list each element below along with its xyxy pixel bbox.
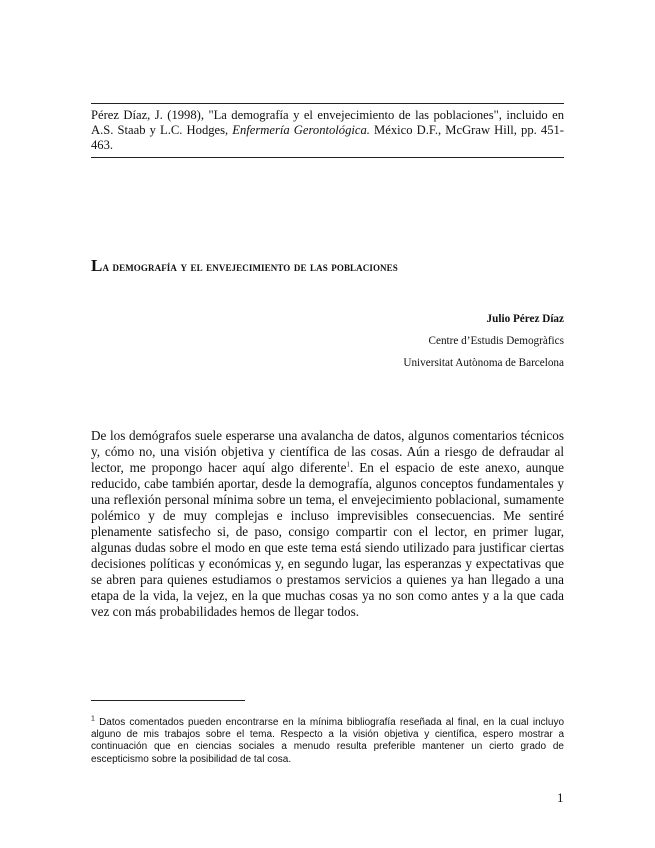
- footnote-marker: 1: [91, 715, 95, 723]
- author-block: [403, 308, 564, 374]
- title-initial: L: [91, 256, 103, 275]
- footnote: [91, 717, 564, 766]
- footnote-reference[interactable]: 1: [346, 460, 351, 469]
- title-rest: a demografía y el envejecimiento de las poblaciones: [102, 259, 398, 274]
- citation-book-title: Enfermería Gerontológica.: [232, 123, 370, 137]
- author-university: Universitat Autònoma de Barcelona: [403, 357, 564, 369]
- citation-text: Pérez Díaz, J. (1998), "La demografía y el envejecimiento de las poblaciones", incluido en A.S. Staab y L.C. Hodges,: [91, 108, 564, 137]
- article-title: [91, 256, 571, 276]
- citation-box: [91, 103, 564, 158]
- body-text-start: De los demógrafos suele esperarse una avalancha de datos, algunos comentarios técnicos y, cómo no, una visión objetiva y científica de las cosas. Aún a riesgo de defraudar al lector, me propongo hacer aquí algo diferente: [91, 428, 564, 475]
- citation-publisher: México D.F., McGraw Hill, pp. 451-463.: [91, 123, 564, 152]
- page-number: 1: [557, 790, 564, 805]
- body-text-end: . En el espacio de este anexo, aunque reducido, cabe también aportar, desde la demografía, algunos conceptos fundamentales y una reflexión personal mínima sobre un tema, el envejecimiento poblacional, sumamente polémico y de muy complejas e incluso imprevisibles consecuencias. Me sentiré plenamente satisfecho si, de paso, consigo compartir con el lector, en primer lugar, algunas dudas sobre el modo en que este tema está siendo utilizado para justificar ciertas decisiones políticas y económicas y, en segundo lugar, las esperanzas y expectativas que se abren para quienes estudiamos o prestamos servicios a quienes ya han llegado a una etapa de la vida, la vejez, en la que muchas cosas ya no son como antes y a la que cada vez con más probabilidades hemos de llegar todos.: [91, 460, 564, 619]
- body-paragraph: [91, 428, 564, 620]
- author-name: Julio Pérez Díaz: [486, 313, 564, 325]
- author-institution: Centre d’Estudis Demogràfics: [428, 335, 564, 347]
- footnote-text: Datos comentados pueden encontrarse en la mínima bibliografía reseñada al final, en la cual incluyo alguno de mis trabajos sobre el tema. Respecto a la visión objetiva y científica, espero mostrar a continuación que en ciencias sociales a menudo resulta preferible mantener un cierto grado de escepticismo sobre la posibilidad de tal cosa.: [91, 717, 564, 765]
- footnote-separator: [91, 700, 245, 701]
